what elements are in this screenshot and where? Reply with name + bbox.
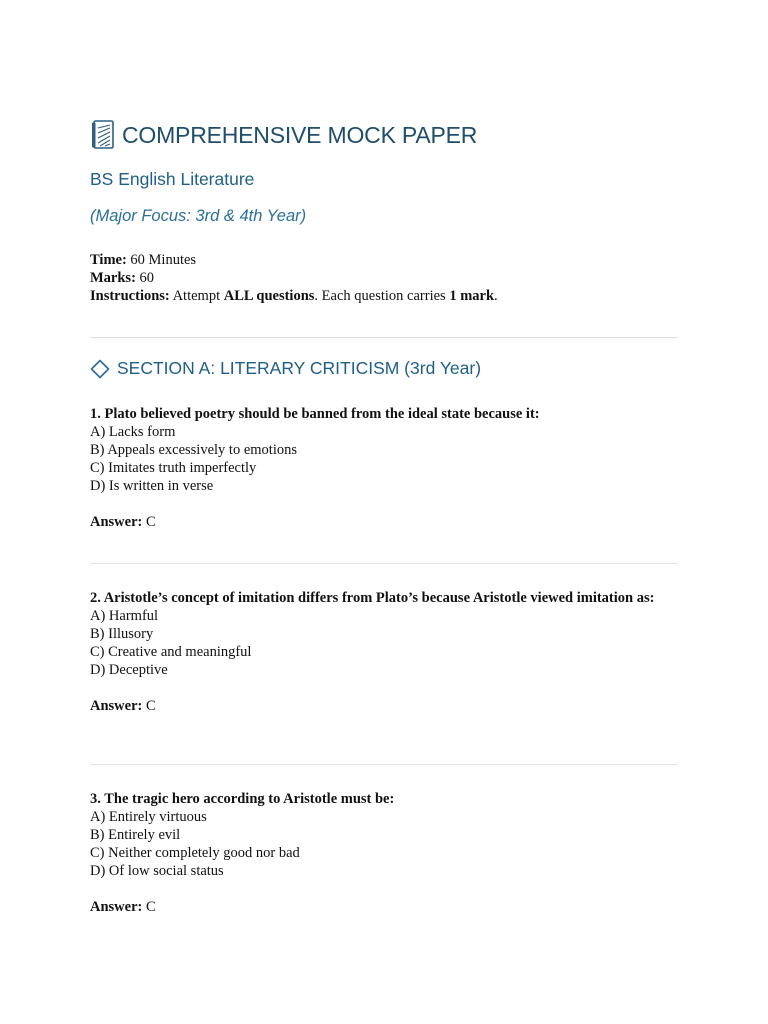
- answer-option: D) Of low social status: [90, 863, 224, 879]
- answer-option: C) Imitates truth imperfectly: [90, 460, 257, 476]
- divider: [90, 337, 678, 338]
- section-heading: [90, 358, 481, 379]
- answer-option: B) Entirely evil: [90, 827, 181, 843]
- diamond-icon: [90, 359, 110, 379]
- instructions-text-pre: Attempt: [169, 288, 224, 305]
- instructions-text-post: .: [494, 288, 498, 305]
- answer-option: A) Entirely virtuous: [90, 809, 207, 825]
- answer-option: C) Creative and meaningful: [90, 644, 252, 660]
- answer-option: D) Deceptive: [90, 662, 168, 678]
- question-stem: 3. The tragic hero according to Aristotle must be:: [90, 791, 395, 807]
- marks-line: [90, 269, 498, 287]
- instructions-line: [90, 287, 498, 305]
- question-item: [90, 405, 678, 531]
- instructions-text-mid: . Each question carries: [314, 288, 450, 305]
- divider: [90, 563, 678, 564]
- answer-option: C) Neither completely good nor bad: [90, 845, 300, 861]
- section-title: SECTION A: LITERARY CRITICISM (3rd Year): [117, 358, 482, 378]
- instructions-emphasis-mark: 1 mark: [449, 288, 495, 305]
- question-item: [90, 790, 678, 916]
- time-label: Time:: [90, 252, 127, 268]
- answer-option: B) Appeals excessively to emotions: [90, 442, 297, 458]
- answer-label: Answer:: [90, 698, 143, 714]
- question-stem: 2. Aristotle’s concept of imitation differs from Plato’s because Aristotle viewed imitation as:: [90, 590, 655, 606]
- exam-meta: [90, 251, 498, 306]
- answer-label: Answer:: [90, 514, 143, 530]
- answer-line: [90, 513, 678, 531]
- answer-value: C: [142, 698, 156, 714]
- time-line: [90, 251, 498, 269]
- question-stem: 1. Plato believed poetry should be banned from the ideal state because it:: [90, 406, 540, 422]
- answer-line: [90, 697, 678, 715]
- focus-note: (Major Focus: 3rd & 4th Year): [90, 207, 307, 225]
- answer-line: [90, 898, 678, 916]
- answer-option: A) Lacks form: [90, 424, 176, 440]
- answer-value: C: [142, 899, 156, 915]
- notebook-icon: [90, 119, 116, 151]
- time-value: 60 Minutes: [126, 252, 197, 268]
- course-subtitle: BS English Literature: [90, 169, 255, 189]
- answer-option: A) Harmful: [90, 608, 159, 624]
- answer-label: Answer:: [90, 899, 143, 915]
- answer-value: C: [142, 514, 156, 530]
- divider: [90, 764, 678, 765]
- marks-label: Marks:: [90, 270, 136, 287]
- instructions-label: Instructions:: [90, 288, 170, 305]
- marks-value: 60: [135, 270, 155, 287]
- question-item: [90, 589, 678, 715]
- page-title: COMPREHENSIVE MOCK PAPER: [122, 121, 478, 148]
- title-row: [90, 119, 477, 151]
- answer-option: B) Illusory: [90, 626, 154, 642]
- instructions-emphasis-all: ALL questions: [223, 288, 315, 305]
- answer-option: D) Is written in verse: [90, 478, 214, 494]
